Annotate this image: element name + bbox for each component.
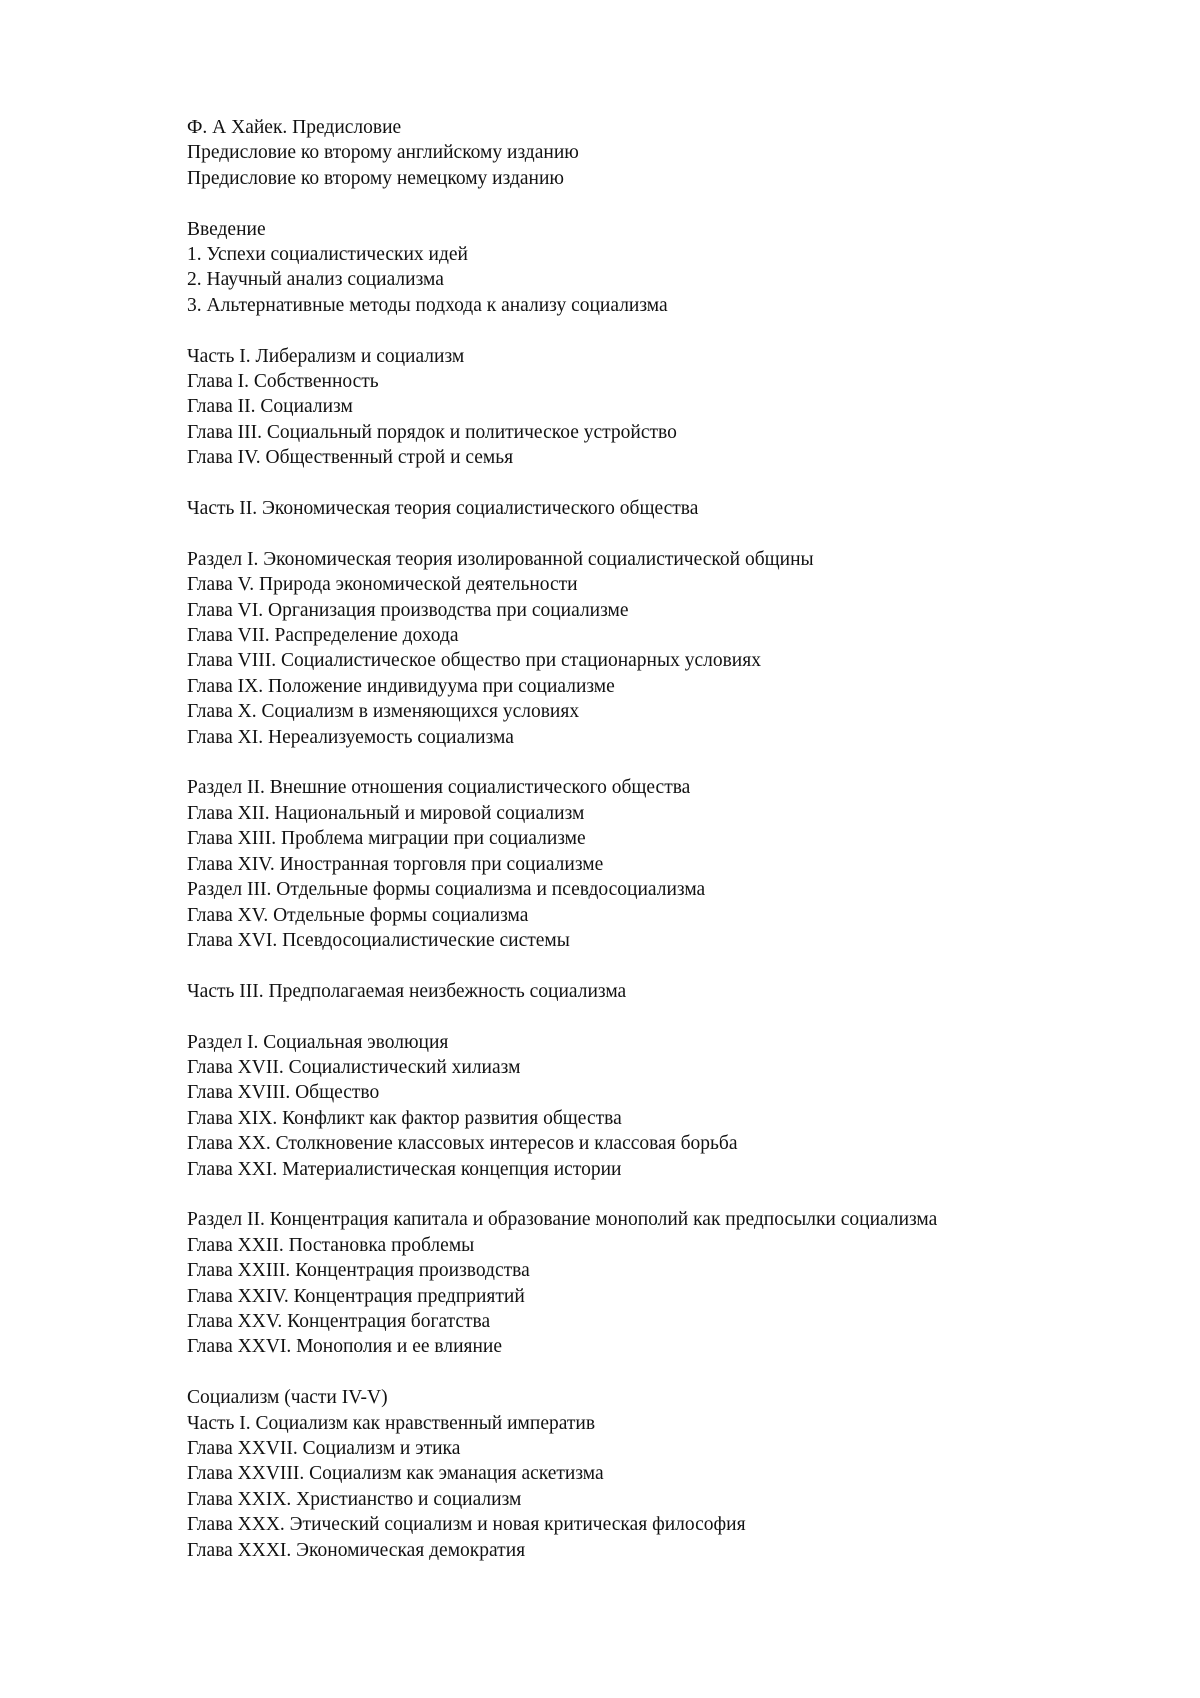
toc-entry: Глава XXIII. Концентрация производства [187, 1260, 530, 1282]
toc-entry: Введение [187, 218, 266, 240]
toc-entry: Ф. А Хайек. Предисловие [187, 117, 402, 138]
toc-section [187, 775, 1147, 953]
toc-entry: Глава XXVII. Социализм и этика [187, 1437, 461, 1459]
toc-entry: Глава VIII. Социалистическое общество при стационарных условиях [187, 650, 761, 672]
toc-entry: Предисловие ко второму немецкому изданию [187, 167, 564, 189]
toc-entry: Глава XXIV. Концентрация предприятий [187, 1285, 525, 1307]
toc-entry: Глава I. Собственность [187, 371, 379, 393]
toc-entry: Глава XIV. Иностранная торговля при социализме [187, 853, 604, 875]
toc-entry: Глава XXIX. Христианство и социализм [187, 1488, 522, 1510]
toc-section [187, 1207, 1147, 1359]
toc-section [187, 1385, 1147, 1563]
toc-entry: Глава IX. Положение индивидуума при социализме [187, 675, 615, 697]
toc-entry: Социализм (части IV-V) [187, 1387, 388, 1409]
toc-entry: Часть I. Социализм как нравственный императив [187, 1412, 596, 1434]
toc-entry: Раздел II. Концентрация капитала и образование монополий как предпосылки социализма [187, 1209, 938, 1231]
toc-entry: Глава XIX. Конфликт как фактор развития общества [187, 1107, 622, 1129]
toc-entry: Глава XIII. Проблема миграции при социализме [187, 828, 586, 850]
toc-entry: Глава XXXI. Экономическая демократия [187, 1539, 526, 1561]
toc-entry: Раздел II. Внешние отношения социалистического общества [187, 777, 691, 799]
table-of-contents [187, 115, 1147, 1563]
toc-entry: Глава XXII. Постановка проблемы [187, 1234, 475, 1256]
toc-entry: Глава XVI. Псевдосоциалистические системы [187, 929, 570, 951]
toc-entry: 3. Альтернативные методы подхода к анализу социализма [187, 294, 668, 316]
toc-entry: Часть I. Либерализм и социализм [187, 345, 465, 367]
toc-entry: 2. Научный анализ социализма [187, 269, 444, 291]
toc-entry: Глава XXV. Концентрация богатства [187, 1310, 491, 1332]
toc-entry: Глава XXX. Этический социализм и новая критическая философия [187, 1514, 746, 1536]
toc-entry: Глава XVIII. Общество [187, 1082, 380, 1104]
toc-entry: Глава VII. Распределение дохода [187, 625, 459, 647]
toc-entry: Глава II. Социализм [187, 396, 353, 418]
toc-entry: Часть II. Экономическая теория социалистического общества [187, 498, 699, 520]
toc-entry: Глава XI. Нереализуемость социализма [187, 726, 514, 748]
toc-entry: Предисловие ко второму английскому изданию [187, 142, 579, 164]
toc-entry: Часть III. Предполагаемая неизбежность социализма [187, 980, 627, 1002]
toc-entry: 1. Успехи социалистических идей [187, 244, 468, 266]
toc-section [187, 1030, 1147, 1182]
toc-entry: Глава XXI. Материалистическая концепция истории [187, 1158, 622, 1180]
toc-entry: Глава XXVIII. Социализм как эманация аскетизма [187, 1463, 604, 1485]
toc-entry: Глава XVII. Социалистический хилиазм [187, 1056, 521, 1078]
toc-entry: Глава XX. Столкновение классовых интересов и классовая борьба [187, 1133, 738, 1155]
toc-section [187, 496, 1147, 521]
toc-entry: Глава IV. Общественный строй и семья [187, 447, 514, 469]
toc-section [187, 115, 1147, 191]
toc-entry: Глава XXVI. Монополия и ее влияние [187, 1336, 502, 1358]
toc-entry: Раздел I. Социальная эволюция [187, 1031, 449, 1053]
toc-entry: Глава X. Социализм в изменяющихся условиях [187, 701, 580, 723]
toc-section [187, 547, 1147, 750]
toc-entry: Глава III. Социальный порядок и политическое устройство [187, 421, 677, 443]
toc-section [187, 217, 1147, 319]
toc-entry: Раздел I. Экономическая теория изолированной социалистической общины [187, 548, 814, 570]
toc-section [187, 979, 1147, 1004]
toc-entry: Глава VI. Организация производства при социализме [187, 599, 629, 621]
toc-entry: Раздел III. Отдельные формы социализма и псевдосоциализма [187, 879, 706, 901]
toc-entry: Глава V. Природа экономической деятельности [187, 574, 578, 596]
toc-entry: Глава XV. Отдельные формы социализма [187, 904, 529, 926]
toc-entry: Глава XII. Национальный и мировой социализм [187, 802, 585, 824]
toc-section [187, 344, 1147, 471]
